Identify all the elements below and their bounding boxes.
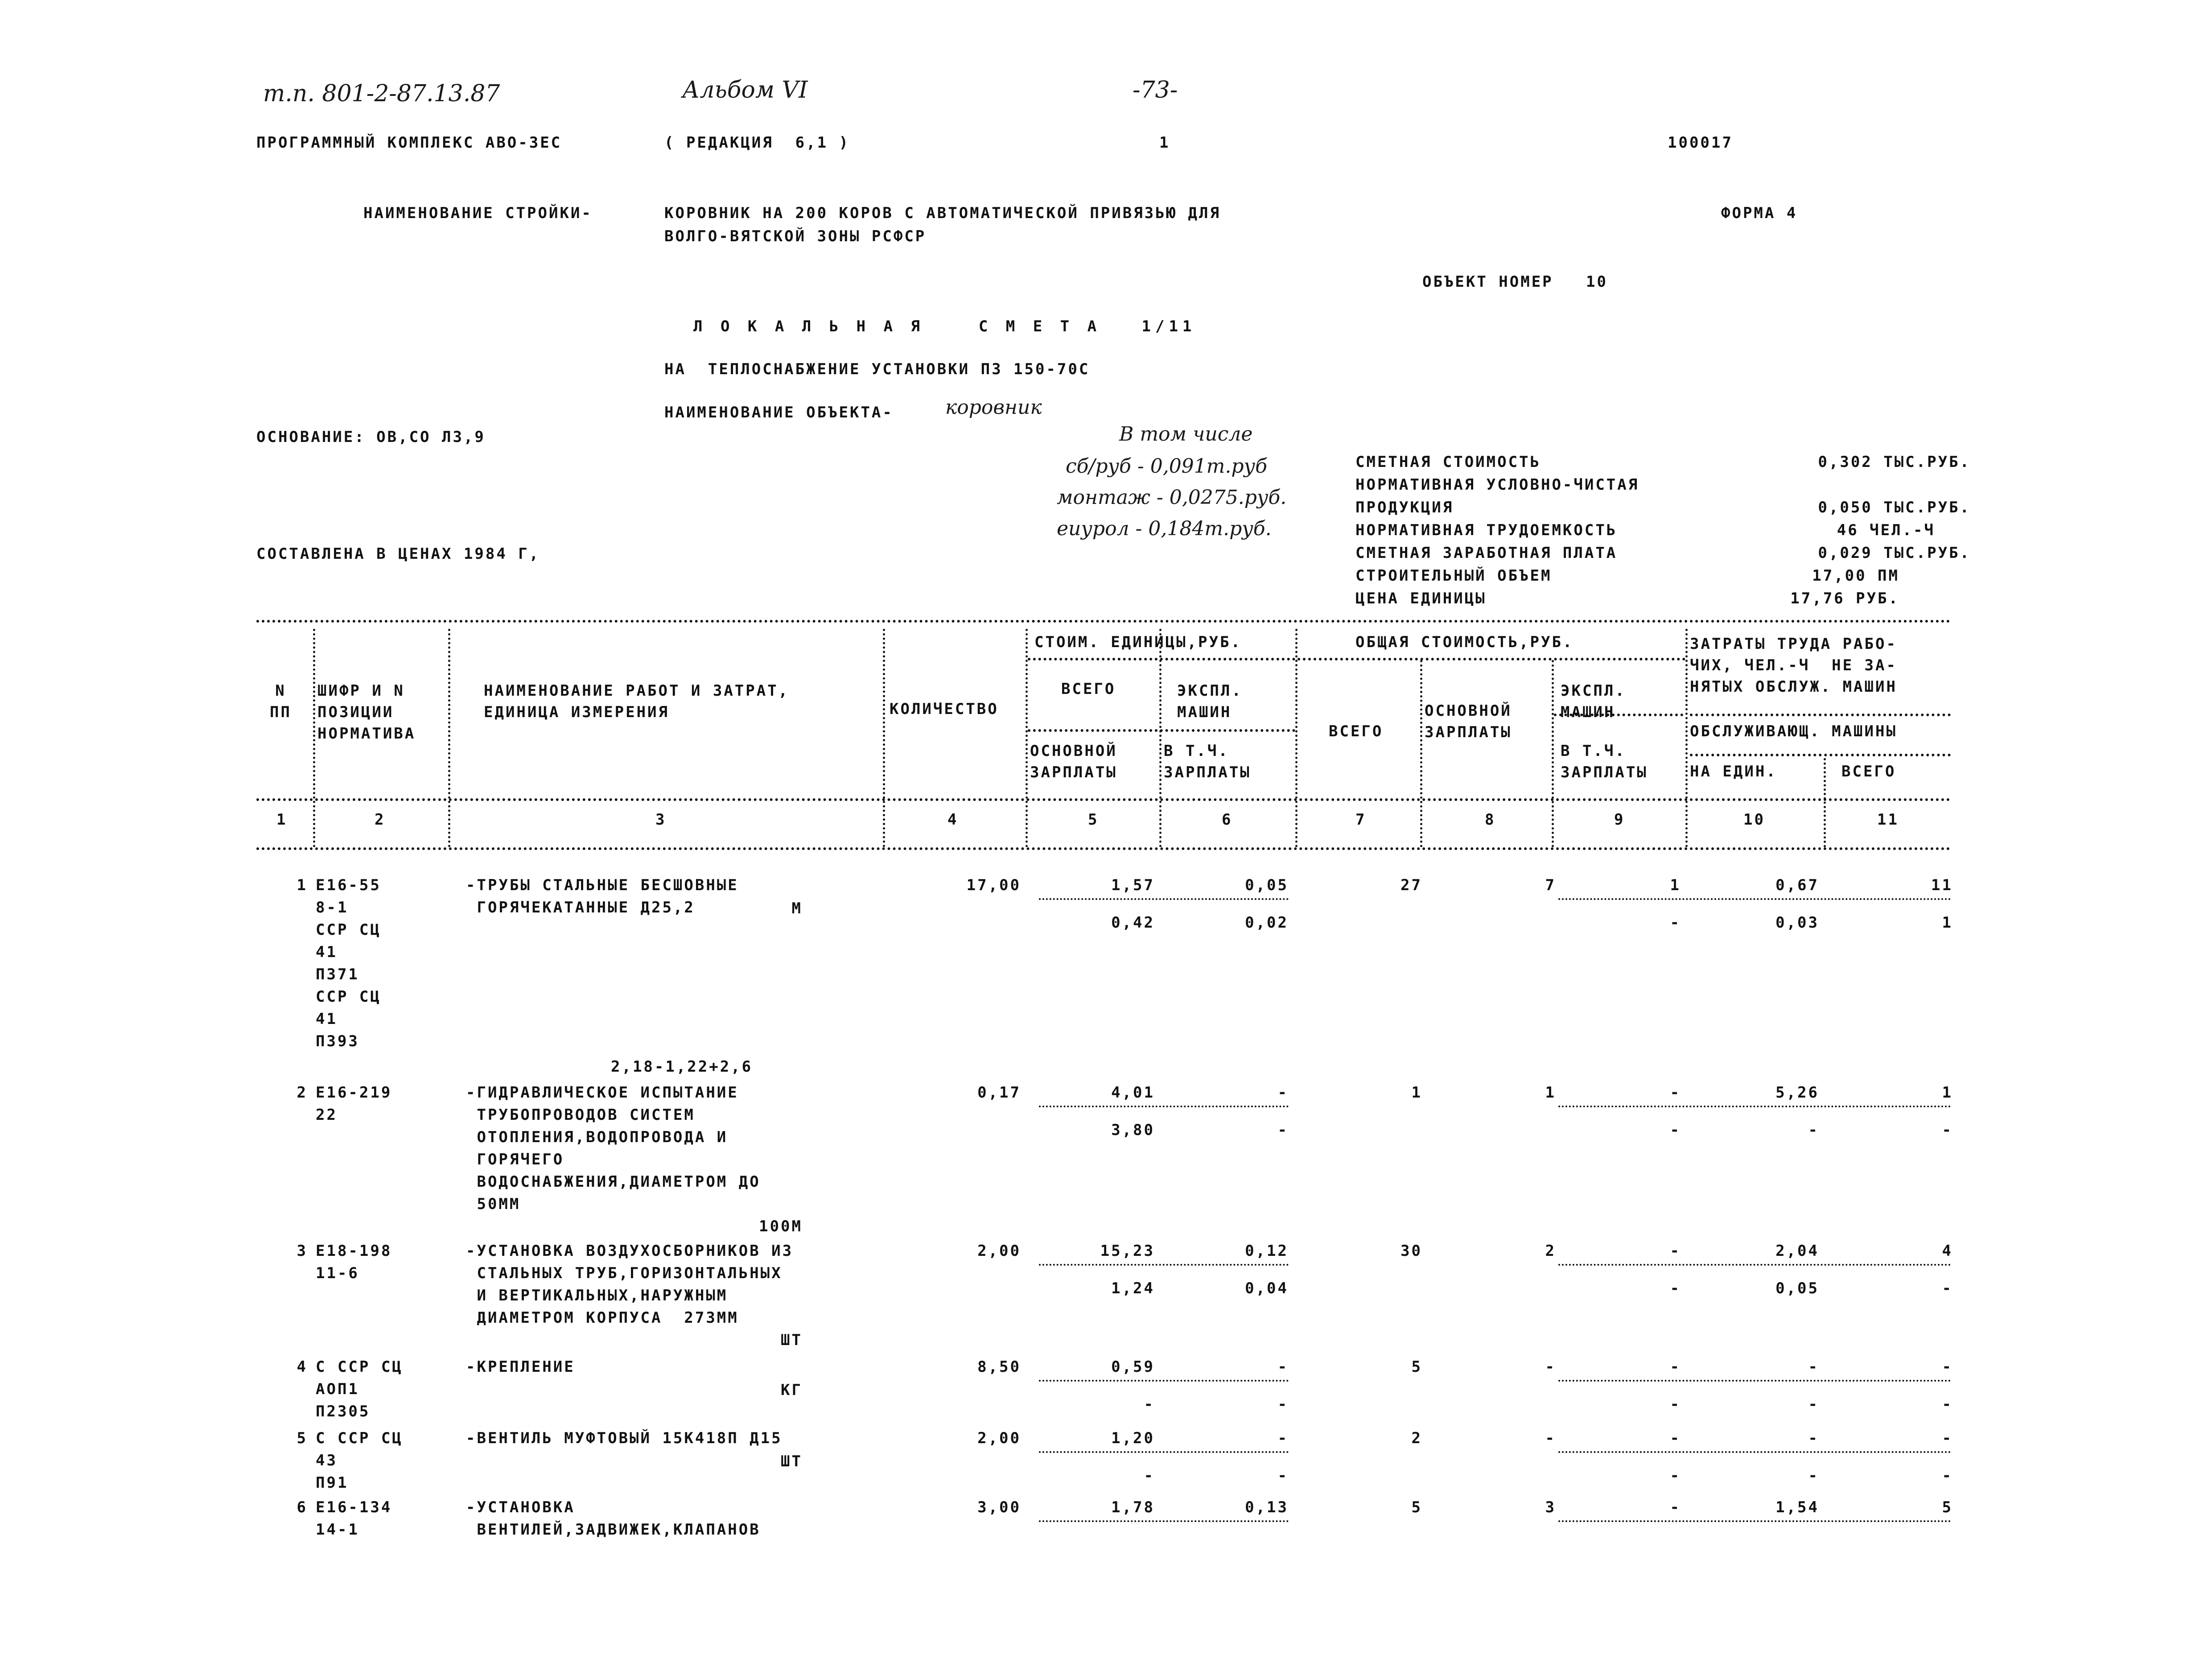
col-number: 11 [1877, 811, 1899, 829]
row-name: -КРЕПЛЕНИЕ [466, 1358, 575, 1376]
col-sep [1552, 660, 1554, 847]
row-labor-per-unit: - [1808, 1358, 1819, 1376]
row-qty: 17,00 [966, 876, 1021, 894]
row-labor-serving-unit: - [1808, 1121, 1819, 1139]
row-unit: ШТ [781, 1331, 803, 1349]
row-unit-total: 15,23 [1100, 1242, 1155, 1260]
row-labor-per-unit: - [1808, 1429, 1819, 1447]
row-unit-incl-wage: - [1277, 1395, 1289, 1413]
row-subrule [1039, 1520, 1289, 1522]
header-subrule [1028, 658, 1295, 660]
col-qty-header: КОЛИЧЕСТВО [890, 700, 999, 718]
row-unit-machines: - [1277, 1429, 1289, 1447]
row-total-base-wage: - [1545, 1358, 1556, 1376]
row-unit: 100М [759, 1217, 803, 1235]
header-subrule [1298, 658, 1685, 660]
col-sep [1159, 629, 1162, 847]
row-unit-machines: 0,05 [1245, 876, 1289, 894]
construction-label: НАИМЕНОВАНИЕ СТРОЙКИ- [363, 204, 593, 222]
row-code: С ССР СЦ АОП1 П2305 [316, 1358, 403, 1420]
row-labor-serving-total: - [1942, 1279, 1953, 1297]
col-number: 5 [1088, 811, 1099, 829]
document-title: Л О К А Л Ь Н А Я С М Е Т А 1/11 [693, 318, 1196, 335]
col-sep [1026, 629, 1028, 847]
row-total-machines: 1 [1670, 876, 1681, 894]
row-unit-wage: 3,80 [1111, 1121, 1155, 1139]
object-label: НАИМЕНОВАНИЕ ОБЪЕКТА- [664, 404, 894, 421]
row-labor-serving-unit: 0,05 [1775, 1279, 1819, 1297]
row-labor-serving-unit: - [1808, 1467, 1819, 1485]
row-number: 6 [297, 1498, 308, 1516]
col11-header: ВСЕГО [1841, 763, 1896, 780]
row-unit-total: 1,78 [1111, 1498, 1155, 1516]
number-row-rule [256, 847, 1951, 850]
col-number: 3 [655, 811, 667, 829]
row-unit-machines: 0,13 [1245, 1498, 1289, 1516]
header-subrule [1690, 714, 1951, 716]
row-name: -УСТАНОВКА ВОЗДУХОСБОРНИКОВ ИЗ СТАЛЬНЫХ ТРУБ,ГОРИЗОНТАЛЬНЫХ И ВЕРТИКАЛЬНЫХ,НАРУЖНЫМ ДИАМЕТРОМ КОРПУСА 273ММ [466, 1242, 794, 1327]
table-top-rule [256, 620, 1951, 623]
col-number: 7 [1355, 811, 1367, 829]
row-total-machines: - [1670, 1242, 1681, 1260]
header-bottom-rule [256, 798, 1951, 801]
col-labor-header: ЗАТРАТЫ ТРУДА РАБО- ЧИХ, ЧЕЛ.-Ч НЕ ЗА- НЯТЫХ ОБСЛУЖ. МАШИН [1690, 635, 1897, 696]
col10-header: НА ЕДИН. [1690, 763, 1777, 780]
basis: ОСНОВАНИЕ: ОВ,СО ЛЗ,9 [256, 428, 486, 446]
col-number: 8 [1485, 811, 1496, 829]
col5b-header: ОСНОВНОЙ ЗАРПЛАТЫ [1030, 742, 1117, 781]
row-total-base-wage: 1 [1545, 1084, 1556, 1102]
note-line-1: сб/руб - 0,091т.руб [1066, 455, 1267, 478]
summary-label: НОРМАТИВНАЯ УСЛОВНО-ЧИСТАЯ [1355, 476, 1639, 494]
col6b-header: В Т.Ч. ЗАРПЛАТЫ [1164, 742, 1251, 781]
row-subrule [1039, 1451, 1289, 1453]
row-labor-serving-unit: - [1808, 1395, 1819, 1413]
row-labor-serving-total: - [1942, 1467, 1953, 1485]
row-total: 1 [1411, 1084, 1422, 1102]
edition: ( РЕДАКЦИЯ 6,1 ) [664, 134, 850, 152]
col-number: 1 [276, 811, 288, 829]
summary-label: ЦЕНА ЕДИНИЦЫ [1355, 590, 1487, 607]
summary-label: НОРМАТИВНАЯ ТРУДОЕМКОСТЬ [1355, 521, 1618, 539]
row-number: 5 [297, 1429, 308, 1447]
col10-serving-header: ОБСЛУЖИВАЮЩ. МАШИНЫ [1690, 722, 1897, 740]
document-subtitle: НА ТЕПЛОСНАБЖЕНИЕ УСТАНОВКИ ПЗ 150-70С [664, 360, 1090, 378]
col6-header: ЭКСПЛ. МАШИН [1177, 682, 1243, 721]
row-total: 5 [1411, 1498, 1422, 1516]
col-number: 9 [1614, 811, 1625, 829]
row-unit-wage: - [1144, 1395, 1155, 1413]
row-unit-wage: 0,42 [1111, 914, 1155, 932]
row-subrule [1039, 1106, 1289, 1107]
col-code-header: ШИФР И N ПОЗИЦИИ НОРМАТИВА [317, 682, 416, 743]
row-labor-per-unit: 2,04 [1775, 1242, 1819, 1260]
row-qty: 2,00 [977, 1242, 1021, 1260]
row-qty: 8,50 [977, 1358, 1021, 1376]
row-code: С ССР СЦ 43 П91 [316, 1429, 403, 1492]
row-total: 30 [1401, 1242, 1422, 1260]
row-unit-total: 4,01 [1111, 1084, 1155, 1102]
row-total: 27 [1401, 876, 1422, 894]
row-unit-total: 1,20 [1111, 1429, 1155, 1447]
row-qty: 2,00 [977, 1429, 1021, 1447]
row-labor-total: 4 [1942, 1242, 1953, 1260]
header-subrule [1028, 729, 1295, 732]
row-subrule [1558, 1264, 1951, 1266]
summary-value: 17,00 ПМ [1812, 567, 1899, 585]
summary-value: 0,050 ТЫС.РУБ. [1818, 499, 1971, 516]
row-labor-serving-total: 1 [1942, 914, 1953, 932]
row-labor-serving-unit: 0,03 [1775, 914, 1819, 932]
col-sep [448, 629, 450, 847]
row-unit-total: 0,59 [1111, 1358, 1155, 1376]
row-unit-machines: - [1277, 1084, 1289, 1102]
row-number: 1 [297, 876, 308, 894]
row-formula: 2,18-1,22+2,6 [611, 1058, 753, 1076]
summary-label: СТРОИТЕЛЬНЫЙ ОБЪЕМ [1355, 567, 1552, 585]
row-total: 5 [1411, 1358, 1422, 1376]
prices-year: СОСТАВЛЕНА В ЦЕНАХ 1984 Г, [256, 545, 540, 563]
col8-header: ОСНОВНОЙ ЗАРПЛАТЫ [1425, 702, 1512, 741]
summary-value: 17,76 РУБ. [1790, 590, 1899, 607]
tp-reference: т.п. 801-2-87.13.87 [263, 80, 500, 107]
col-number: 4 [947, 811, 959, 829]
row-labor-serving-total: - [1942, 1395, 1953, 1413]
row-labor-total: - [1942, 1358, 1953, 1376]
row-unit-total: 1,57 [1111, 876, 1155, 894]
col-sep [883, 629, 885, 847]
row-unit-machines: 0,12 [1245, 1242, 1289, 1260]
row-total-incl-wage: - [1670, 1279, 1681, 1297]
header-subrule [1690, 754, 1951, 756]
row-subrule [1558, 1106, 1951, 1107]
row-labor-per-unit: 5,26 [1775, 1084, 1819, 1102]
row-subrule [1039, 898, 1289, 900]
sheet-number: 1 [1159, 134, 1170, 152]
row-labor-total: 11 [1931, 876, 1953, 894]
row-number: 4 [297, 1358, 308, 1376]
summary-label: СМЕТНАЯ СТОИМОСТЬ [1355, 453, 1541, 471]
col-npp-header: N ПП [270, 682, 292, 721]
row-subrule [1039, 1380, 1289, 1382]
row-unit-machines: - [1277, 1358, 1289, 1376]
form-label: ФОРМА 4 [1721, 204, 1798, 222]
page-number: -73- [1133, 77, 1178, 103]
row-subrule [1558, 1380, 1951, 1382]
col-number: 2 [375, 811, 386, 829]
row-total-base-wage: 3 [1545, 1498, 1556, 1516]
row-name: -ТРУБЫ СТАЛЬНЫЕ БЕСШОВНЫЕ ГОРЯЧЕКАТАННЫЕ Д25,2 [466, 876, 739, 916]
row-unit-incl-wage: 0,04 [1245, 1279, 1289, 1297]
row-total-machines: - [1670, 1429, 1681, 1447]
row-total-base-wage: 2 [1545, 1242, 1556, 1260]
row-code: Е16-219 22 [316, 1084, 392, 1124]
row-qty: 3,00 [977, 1498, 1021, 1516]
row-labor-total: - [1942, 1429, 1953, 1447]
summary-label: СМЕТНАЯ ЗАРАБОТНАЯ ПЛАТА [1355, 544, 1618, 562]
row-name: -ВЕНТИЛЬ МУФТОВЫЙ 15К418П Д15 [466, 1429, 783, 1447]
note-line-2: монтаж - 0,0275.руб. [1057, 486, 1287, 509]
album-label: Альбом VI [682, 77, 808, 103]
row-number: 3 [297, 1242, 308, 1260]
row-labor-per-unit: 1,54 [1775, 1498, 1819, 1516]
col-number: 10 [1743, 811, 1765, 829]
row-code: Е16-134 14-1 [316, 1498, 392, 1539]
row-subrule [1039, 1264, 1289, 1266]
note-header: В том числе [1119, 423, 1253, 446]
row-unit-wage: - [1144, 1467, 1155, 1485]
object-number: ОБЪЕКТ НОМЕР 10 [1422, 273, 1608, 291]
col-unitcost-header: СТОИМ. ЕДИНИЦЫ,РУБ. [1034, 633, 1242, 651]
col-number: 6 [1222, 811, 1233, 829]
note-line-3: еиурол - 0,184т.руб. [1057, 517, 1272, 540]
row-labor-total: 1 [1942, 1084, 1953, 1102]
program-name: ПРОГРАММНЫЙ КОМПЛЕКС АВО-ЗЕС [256, 134, 562, 152]
row-unit: ШТ [781, 1453, 803, 1470]
construction-line1: КОРОВНИК НА 200 КОРОВ С АВТОМАТИЧЕСКОЙ ПРИВЯЗЬЮ ДЛЯ [664, 204, 1221, 222]
col9b-header: В Т.Ч. ЗАРПЛАТЫ [1561, 742, 1648, 781]
col9-header: ЭКСПЛ. МАШИН [1561, 682, 1626, 721]
row-total-incl-wage: - [1670, 1395, 1681, 1413]
row-total: 2 [1411, 1429, 1422, 1447]
summary-value: 0,029 ТЫС.РУБ. [1818, 544, 1971, 562]
summary-label: ПРОДУКЦИЯ [1355, 499, 1454, 516]
col-sep [1295, 629, 1298, 847]
row-total-base-wage: - [1545, 1429, 1556, 1447]
row-total-incl-wage: - [1670, 1121, 1681, 1139]
col-sep [1420, 660, 1422, 847]
row-subrule [1558, 1451, 1951, 1453]
row-unit-incl-wage: 0,02 [1245, 914, 1289, 932]
row-unit: КГ [781, 1381, 803, 1399]
row-unit-wage: 1,24 [1111, 1279, 1155, 1297]
col-totalcost-header: ОБЩАЯ СТОИМОСТЬ,РУБ. [1355, 633, 1574, 651]
summary-value: 0,302 ТЫС.РУБ. [1818, 453, 1971, 471]
row-subrule [1558, 1520, 1951, 1522]
col5-header: ВСЕГО [1061, 680, 1116, 698]
col-name-header: НАИМЕНОВАНИЕ РАБОТ И ЗАТРАТ, ЕДИНИЦА ИЗМЕРЕНИЯ [484, 682, 790, 721]
row-unit-incl-wage: - [1277, 1121, 1289, 1139]
row-code: Е18-198 11-6 [316, 1242, 392, 1282]
row-labor-serving-total: - [1942, 1121, 1953, 1139]
col7-header: ВСЕГО [1329, 722, 1384, 740]
row-number: 2 [297, 1084, 308, 1102]
row-total-incl-wage: - [1670, 1467, 1681, 1485]
col-sep [313, 629, 315, 847]
row-subrule [1558, 898, 1951, 900]
row-labor-per-unit: 0,67 [1775, 876, 1819, 894]
row-name: -ГИДРАВЛИЧЕСКОЕ ИСПЫТАНИЕ ТРУБОПРОВОДОВ СИСТЕМ ОТОПЛЕНИЯ,ВОДОПРОВОДА И ГОРЯЧЕГО ВОДОСНАБЖЕНИЯ,ДИАМЕТРОМ ДО 50ММ [466, 1084, 761, 1213]
construction-line2: ВОЛГО-ВЯТСКОЙ ЗОНЫ РСФСР [664, 227, 927, 245]
row-code: Е16-55 8-1 ССР СЦ 41 П371 ССР СЦ 41 П393 [316, 876, 381, 1050]
row-unit-incl-wage: - [1277, 1467, 1289, 1485]
row-total-base-wage: 7 [1545, 876, 1556, 894]
object-name-handwritten: коровник [945, 396, 1042, 419]
row-qty: 0,17 [977, 1084, 1021, 1102]
summary-value: 46 ЧЕЛ.-Ч [1837, 521, 1935, 539]
col-sep [1685, 629, 1688, 847]
row-name: -УСТАНОВКА ВЕНТИЛЕЙ,ЗАДВИЖЕК,КЛАПАНОВ [466, 1498, 761, 1539]
row-total-machines: - [1670, 1498, 1681, 1516]
row-labor-total: 5 [1942, 1498, 1953, 1516]
col-sep [1824, 758, 1826, 847]
row-unit: М [791, 900, 803, 917]
row-total-incl-wage: - [1670, 914, 1681, 932]
doc-code: 100017 [1668, 134, 1733, 152]
row-total-machines: - [1670, 1084, 1681, 1102]
row-total-machines: - [1670, 1358, 1681, 1376]
